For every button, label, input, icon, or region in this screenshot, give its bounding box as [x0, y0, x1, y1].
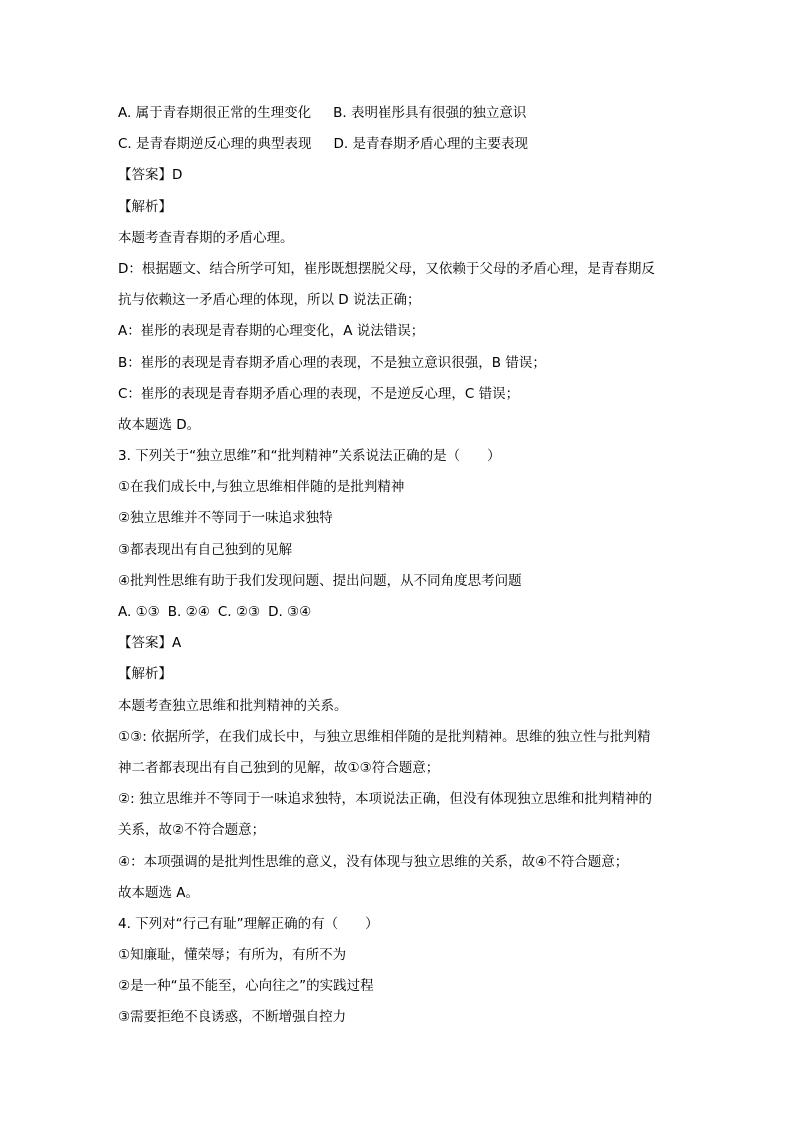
- analysis-conclusion: 故本题选 D。: [118, 416, 201, 433]
- analysis-label: 【解析】: [118, 666, 172, 683]
- option-d: D. 是青春期矛盾心理的主要表现: [333, 136, 528, 153]
- document-page: [118, 98, 678, 1034]
- statement-item: ②独立思维并不等同于一味追求独特: [118, 510, 333, 527]
- answer-label: 【答案】A: [118, 635, 182, 652]
- statement-item: ①知廉耻，懂荣辱；有所为，有所不为: [118, 947, 347, 964]
- analysis-text: ④：本项强调的是批判性思维的意义，没有体现与独立思维的关系，故④不符合题意；: [118, 853, 629, 870]
- option-b: B. ②④: [167, 604, 210, 620]
- analysis-intro: 本题考查独立思维和批判精神的关系。: [118, 697, 348, 714]
- option-b: B. 表明崔彤具有很强的独立意识: [333, 105, 527, 121]
- statement-item: ④批判性思维有助于我们发现问题、提出问题，从不同角度思考问题: [118, 572, 522, 589]
- options-row: [118, 597, 678, 628]
- statement-item: ③都表现出有自己独到的见解: [118, 541, 293, 558]
- analysis-text: 神二者都表现出有自己独到的见解，故①③符合题意；: [118, 759, 440, 776]
- analysis-text: C：崔彤的表现是青春期矛盾心理的表现，不是逆反心理，C 错误；: [118, 385, 520, 402]
- analysis-label: 【解析】: [118, 198, 172, 215]
- option-c: C. ②③: [217, 604, 261, 620]
- option-a: A. ①③: [118, 604, 160, 620]
- statement-item: ②是一种“虽不能至，心向往之”的实践过程: [118, 978, 374, 995]
- analysis-text: B：崔彤的表现是青春期矛盾心理的表现，不是独立意识很强，B 错误；: [118, 354, 546, 371]
- answer-label: 【答案】D: [118, 167, 183, 184]
- options-row-ab: [118, 98, 678, 129]
- analysis-text: A：崔彤的表现是青春期的心理变化，A 说法错误；: [118, 323, 425, 340]
- analysis-text: D：根据题文、结合所学可知，崔彤既想摆脱父母，又依赖于父母的矛盾心理，是青春期反: [118, 260, 655, 277]
- analysis-conclusion: 故本题选 A。: [118, 884, 200, 901]
- statement-item: ③需要拒绝不良诱惑，不断增强自控力: [118, 1009, 347, 1026]
- options-row-cd: [118, 129, 678, 160]
- analysis-text: ①③: 依据所学，在我们成长中，与独立思维相伴随的是批判精神。思维的独立性与批判精: [118, 728, 651, 745]
- analysis-intro: 本题考查青春期的矛盾心理。: [118, 229, 294, 246]
- question-3: 3. 下列关于“独立思维”和“批判精神”关系说法正确的是（ ）: [118, 448, 501, 465]
- question-4: 4. 下列对“行己有耻”理解正确的有（ ）: [118, 915, 379, 932]
- analysis-text: ②: 独立思维并不等同于一味追求独特，本项说法正确，但没有体现独立思维和批判精神的: [118, 791, 652, 808]
- option-a: A. 属于青春期很正常的生理变化: [118, 105, 312, 121]
- analysis-text: 抗与依赖这一矛盾心理的体现，所以 D 说法正确；: [118, 292, 421, 309]
- analysis-text: 关系，故②不符合题意；: [118, 822, 266, 839]
- option-c: C. 是青春期逆反心理的典型表现: [118, 136, 312, 153]
- option-d: D. ③④: [268, 604, 312, 620]
- statement-item: ①在我们成长中,与独立思维相伴随的是批判精神: [118, 479, 405, 496]
